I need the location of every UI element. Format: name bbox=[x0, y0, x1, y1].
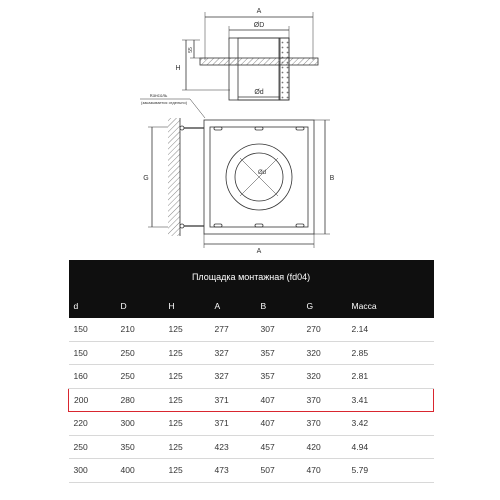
cell-d: 150 bbox=[69, 341, 116, 365]
cell-d: 250 bbox=[69, 435, 116, 459]
dim-phiD: ØD bbox=[253, 22, 265, 29]
cell-G: 320 bbox=[302, 341, 347, 365]
cell-mass: 4.94 bbox=[347, 435, 434, 459]
cell-d: 160 bbox=[69, 365, 116, 389]
table-row-highlighted bbox=[69, 388, 434, 412]
table-row bbox=[69, 459, 434, 483]
cell-B: 457 bbox=[256, 435, 302, 459]
cell-A: 327 bbox=[210, 365, 256, 389]
callout-sublabel: (заказывается отдельно) bbox=[141, 100, 188, 105]
cell-D: 280 bbox=[116, 388, 164, 412]
cell-G: 470 bbox=[302, 459, 347, 483]
col-header-A: A bbox=[210, 294, 256, 318]
cell-mass: 5.79 bbox=[347, 459, 434, 483]
dim-phid-center: Ød bbox=[257, 170, 267, 176]
cell-A: 371 bbox=[210, 388, 256, 412]
cell-D: 250 bbox=[116, 365, 164, 389]
cell-d: 300 bbox=[69, 459, 116, 483]
table-row bbox=[69, 365, 434, 389]
table-row bbox=[69, 435, 434, 459]
cell-A: 371 bbox=[210, 412, 256, 436]
cell-B: 357 bbox=[256, 365, 302, 389]
cell-H: 125 bbox=[164, 388, 210, 412]
cell-B: 507 bbox=[256, 459, 302, 483]
cell-H: 125 bbox=[164, 318, 210, 341]
col-header-G: G bbox=[302, 294, 347, 318]
cell-mass: 3.41 bbox=[347, 388, 434, 412]
cell-B: 307 bbox=[256, 318, 302, 341]
col-header-d: d bbox=[69, 294, 116, 318]
callout-label: Консоль bbox=[150, 93, 168, 98]
table-row bbox=[69, 318, 434, 341]
cell-H: 125 bbox=[164, 459, 210, 483]
cell-mass: 3.42 bbox=[347, 412, 434, 436]
cell-d: 200 bbox=[69, 388, 116, 412]
cell-H: 125 bbox=[164, 365, 210, 389]
cell-mass: 2.14 bbox=[347, 318, 434, 341]
spec-table bbox=[68, 260, 434, 483]
cell-H: 125 bbox=[164, 341, 210, 365]
cell-A: 277 bbox=[210, 318, 256, 341]
cell-H: 125 bbox=[164, 435, 210, 459]
dim-H: H bbox=[175, 65, 181, 72]
cell-D: 300 bbox=[116, 412, 164, 436]
cell-G: 370 bbox=[302, 412, 347, 436]
cell-A: 423 bbox=[210, 435, 256, 459]
col-header-H: H bbox=[164, 294, 210, 318]
table-title-row bbox=[69, 260, 434, 294]
cell-D: 350 bbox=[116, 435, 164, 459]
cell-B: 407 bbox=[256, 412, 302, 436]
col-header-B: B bbox=[256, 294, 302, 318]
col-header-mass: Масса bbox=[347, 294, 434, 318]
cell-D: 400 bbox=[116, 459, 164, 483]
cell-G: 420 bbox=[302, 435, 347, 459]
cell-B: 357 bbox=[256, 341, 302, 365]
dim-phid: Ød bbox=[254, 89, 264, 96]
dim-B: B bbox=[329, 175, 335, 182]
cell-H: 125 bbox=[164, 412, 210, 436]
dim-A-bottom: A bbox=[256, 248, 262, 255]
col-header-D: D bbox=[116, 294, 164, 318]
table-row bbox=[69, 412, 434, 436]
cell-A: 473 bbox=[210, 459, 256, 483]
table-title: Площадка монтажная (fd04) bbox=[69, 260, 434, 294]
plan-view bbox=[148, 118, 330, 248]
cell-G: 320 bbox=[302, 365, 347, 389]
table-header-row bbox=[69, 294, 434, 318]
cell-mass: 2.85 bbox=[347, 341, 434, 365]
cell-D: 210 bbox=[116, 318, 164, 341]
cell-B: 407 bbox=[256, 388, 302, 412]
cell-d: 150 bbox=[69, 318, 116, 341]
cell-d: 220 bbox=[69, 412, 116, 436]
cell-A: 327 bbox=[210, 341, 256, 365]
cell-D: 250 bbox=[116, 341, 164, 365]
dim-A-top: A bbox=[256, 8, 262, 15]
cell-G: 270 bbox=[302, 318, 347, 341]
cell-G: 370 bbox=[302, 388, 347, 412]
dim-55: 55 bbox=[188, 47, 194, 53]
cell-mass: 2.81 bbox=[347, 365, 434, 389]
table-row bbox=[69, 341, 434, 365]
dim-G: G bbox=[143, 175, 149, 182]
